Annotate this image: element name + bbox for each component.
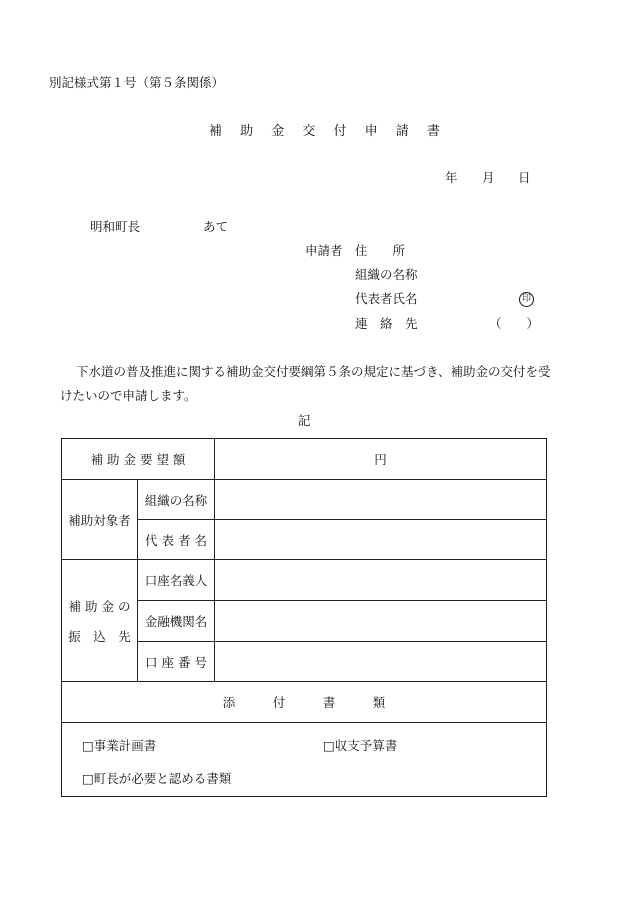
org-name-field[interactable]: [215, 480, 547, 520]
bank-field[interactable]: [215, 601, 547, 642]
recipient-name: 明和町長: [90, 219, 141, 234]
ki-label: 記: [298, 413, 311, 428]
amount-label: 補 助 金 要 望 額: [62, 439, 215, 480]
body-text-line1: 下水道の普及推進に関する補助金交付要綱第５条の規定に基づき、補助金の交付を受: [76, 364, 551, 379]
applicant-org-label: 組織の名称: [355, 267, 418, 282]
target-org-row: [62, 480, 547, 520]
account-holder-field[interactable]: [215, 560, 547, 601]
attachments-header: 添 付 書 類: [62, 682, 547, 723]
attachments-cell: [62, 723, 547, 797]
amount-row: [62, 439, 547, 480]
contact-paren: （ ）: [489, 316, 540, 331]
rep-label: 代 表 者 名: [138, 520, 215, 560]
transfer-label: [62, 560, 138, 682]
attachment-checkbox-business-plan[interactable]: □事業計画書: [82, 738, 157, 753]
application-table: [61, 438, 547, 797]
seal-mark: 印: [519, 289, 534, 307]
bank-label: 金融機関名: [138, 601, 215, 642]
attachments-row: [62, 723, 547, 797]
date-year: 年: [445, 170, 458, 185]
account-holder-label: 口座名義人: [138, 560, 215, 601]
recipient-suffix: あて: [203, 219, 229, 234]
account-no-field[interactable]: [215, 642, 547, 682]
account-no-label: 口 座 番 号: [138, 642, 215, 682]
applicant-label: 申請者: [305, 243, 343, 258]
attachment-checkbox-budget[interactable]: □収支予算書: [323, 738, 398, 753]
attachment-checkbox-other[interactable]: □町長が必要と認める書類: [82, 771, 232, 786]
transfer-label-line2: 振 込 先: [68, 628, 131, 644]
document-title: 補 助 金 交 付 申 請 書: [209, 124, 447, 139]
transfer-label-line1: 補 助 金 の: [68, 598, 131, 614]
amount-field[interactable]: 円: [215, 439, 547, 480]
applicant-address-label: 住 所: [355, 243, 406, 258]
form-number: 別記様式第１号（第５条関係）: [49, 75, 225, 90]
body-text-line2: けたいので申請します。: [60, 388, 197, 403]
rep-field[interactable]: [215, 520, 547, 560]
org-name-label: 組織の名称: [138, 480, 215, 520]
applicant-representative-label: 代表者氏名: [355, 291, 418, 306]
attachments-header-row: [62, 682, 547, 723]
target-label: 補助対象者: [62, 480, 138, 560]
date-day: 日: [518, 170, 531, 185]
applicant-contact-label: 連 絡 先: [355, 316, 418, 331]
account-holder-row: [62, 560, 547, 601]
date-month: 月: [482, 170, 495, 185]
